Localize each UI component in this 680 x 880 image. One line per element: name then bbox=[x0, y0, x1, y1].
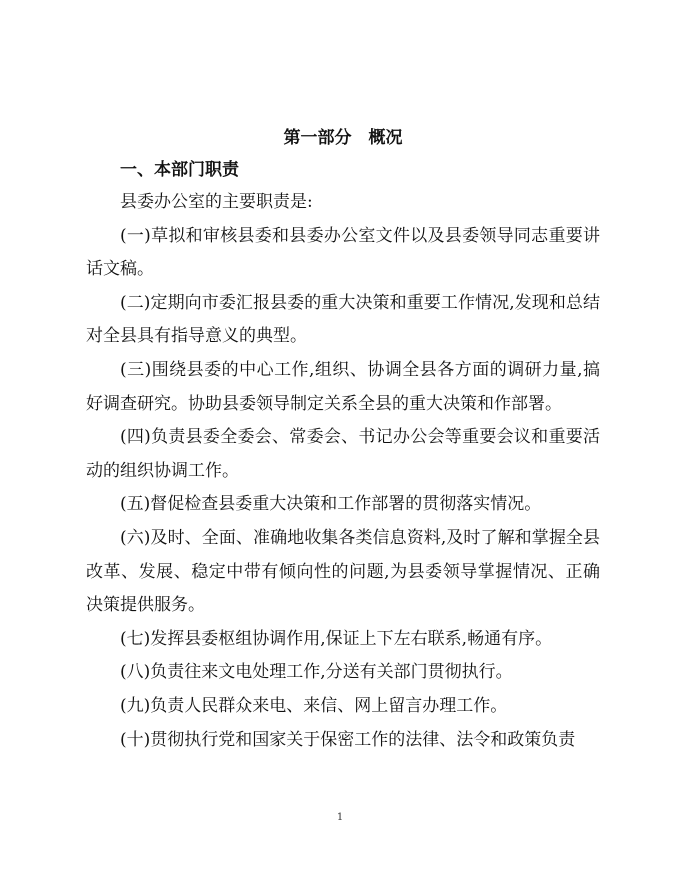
document-title: 第一部分 概况 bbox=[283, 128, 403, 148]
document-body bbox=[86, 124, 600, 757]
duty-item-7: (七)发挥县委枢组协调作用,保证上下左右联系,畅通有序。 bbox=[120, 628, 553, 649]
duty-item-9: (九)负责人民群众来电、来信、网上留言办理工作。 bbox=[120, 695, 508, 716]
duty-item-3: (三)围绕县委的中心工作,组织、协调全县各方面的调研力量,搞好调查研究。协助县委领导制定关系全县的重大决策和作部署。 bbox=[86, 359, 600, 414]
duty-item-4: (四)负责县委全委会、常委会、书记办公会等重要会议和重要活动的组织协调工作。 bbox=[86, 427, 600, 481]
duty-item-2: (二)定期向市委汇报县委的重大决策和重要工作情况,发现和总结对全县具有指导意义的典型。 bbox=[86, 292, 600, 347]
duty-item-8: (八)负责往来文电处理工作,分送有关部门贯彻执行。 bbox=[120, 662, 513, 683]
duty-item-6: (六)及时、全面、准确地收集各类信息资料,及时了解和掌握全县改革、发展、稳定中带有倾向性的问题,为县委领导掌握情况、正确决策提供服务。 bbox=[86, 527, 600, 616]
duty-item-5: (五)督促检查县委重大决策和工作部署的贯彻落实情况。 bbox=[120, 494, 542, 515]
section-heading: 一、本部门职责 bbox=[120, 160, 239, 180]
duty-item-1: (一)草拟和审核县委和县委办公室文件以及县委领导同志重要讲话文稿。 bbox=[86, 225, 600, 280]
page-number: 1 bbox=[336, 812, 344, 823]
duty-item-10: (十)贯彻执行党和国家关于保密工作的法律、法令和政策负责 bbox=[120, 729, 576, 750]
intro-paragraph: 县委办公室的主要职责是: bbox=[120, 192, 313, 212]
